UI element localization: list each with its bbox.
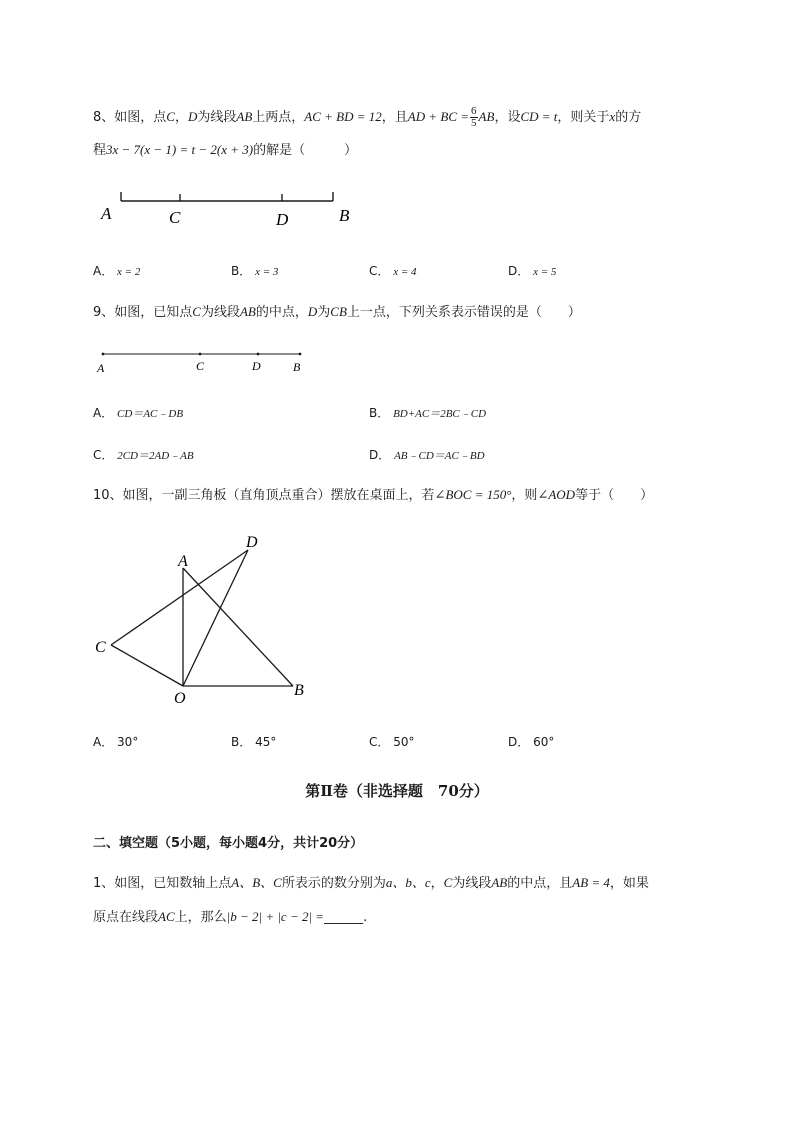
q10-option-a-letter: A． [93, 735, 114, 749]
q10-figure [90, 528, 330, 713]
q9-segment-cb: CB [330, 304, 347, 319]
q8-l2-t2: 的解是（ ） [253, 143, 358, 158]
q9-point-d: D [307, 304, 318, 319]
q8-point-c: C [166, 109, 175, 124]
q10-option-d-text: 60° [533, 735, 555, 749]
q10-option-d[interactable] [508, 733, 554, 751]
fill1-t2: 所表示的数分别为 [281, 876, 386, 891]
q10-t3: 等于（ ） [575, 488, 654, 503]
fill1-eq: AB = 4 [572, 875, 610, 890]
q8-t5: ，则关于 [557, 110, 610, 125]
q9-t1: 9、如图，已知点 [93, 305, 193, 320]
q9-label-a: A [97, 361, 105, 375]
q9-option-d-text: AB﹣CD＝AC﹣BD [394, 450, 485, 462]
q8-option-c[interactable] [369, 262, 417, 281]
q9-option-c-text: 2CD＝2AD﹣AB [117, 450, 194, 462]
q9-segment-ab: AB [239, 304, 256, 319]
q9-option-d-letter: D． [369, 448, 391, 462]
q9-option-a[interactable] [93, 404, 183, 423]
q10-option-c[interactable] [369, 733, 415, 751]
q10-option-b-letter: B． [231, 735, 252, 749]
q8-eq2a: AD + BC = [407, 109, 470, 124]
q10-option-a-text: 30° [117, 735, 139, 749]
q9-dot-d [257, 353, 260, 356]
q9-label-b: B [293, 360, 301, 374]
q9-t4: 为 [317, 305, 331, 320]
q8-option-c-letter: C． [369, 264, 390, 278]
q8-option-d[interactable] [508, 262, 556, 281]
fill1-answer-blank[interactable]: ______ [324, 910, 364, 925]
q8-equation: 3x − 7(x − 1) = t − 2(x + 3) [106, 142, 254, 157]
q10-line-co [111, 645, 183, 686]
q9-dot-c [199, 353, 202, 356]
q8-var-x: x [609, 109, 616, 124]
part2-title: 第Ⅱ卷（非选择题 70分） [305, 782, 489, 800]
q10-t1: 10、如图，一副三角板（直角顶点重合）摆放在桌面上，若 [93, 488, 435, 503]
q10-line-od [183, 550, 248, 686]
q8-option-b[interactable] [231, 262, 278, 281]
q10-label-b: B [294, 682, 304, 699]
fill1-t3: ， [430, 876, 444, 891]
q10-line-ab [183, 568, 293, 686]
q8-intro: 8、如图，点 [93, 110, 167, 125]
q9-point-c: C [192, 304, 201, 319]
q9-label-c: C [196, 359, 205, 373]
q10-option-c-text: 50° [393, 735, 415, 749]
q8-frac-den: 5 [471, 117, 477, 129]
q10-eq1: ∠BOC = 150° [434, 487, 512, 502]
fill1-l2-t2: 上，那么 [174, 910, 227, 925]
q8-eq1: AC + BD = 12 [304, 109, 382, 124]
q9-option-c-letter: C． [93, 448, 114, 462]
q8-option-a[interactable] [93, 262, 140, 281]
q9-option-c[interactable] [93, 446, 194, 465]
q9-option-b-text: BD+AC＝2BC﹣CD [393, 408, 487, 420]
q10-option-b-text: 45° [255, 735, 277, 749]
q8-label-d: D [276, 210, 289, 229]
fill1-values: a、b、c [385, 875, 431, 890]
q8-option-b-text: x = 3 [255, 266, 279, 278]
fill1-line2 [93, 907, 367, 928]
q8-frac-num: 6 [471, 105, 477, 117]
q9-option-b[interactable] [369, 404, 486, 423]
fill1-l2-t3: . [363, 910, 368, 925]
fill1-t4: 为线段 [452, 876, 492, 891]
q8-label-b: B [339, 206, 350, 225]
q8-fraction [470, 106, 478, 129]
q8-option-a-letter: A． [93, 264, 114, 278]
q9-dot-b [299, 353, 302, 356]
q8-line2 [93, 140, 357, 161]
section2-title: 二、填空题（5小题，每小题4分，共计20分） [93, 836, 364, 851]
q8-eq2b: AB [478, 109, 495, 124]
q8-label-a: A [101, 204, 112, 223]
q10-label-a: A [178, 553, 188, 570]
q8-t6: 的方 [615, 110, 642, 125]
q10-option-a[interactable] [93, 733, 138, 751]
q9-stem [93, 302, 581, 323]
q8-point-d: D [187, 109, 198, 124]
q8-option-d-letter: D． [508, 264, 530, 278]
q10-eq2: ∠AOD [537, 487, 576, 502]
q10-stem [93, 485, 653, 506]
q8-eq3: CD = t [520, 109, 558, 124]
q10-option-d-letter: D． [508, 735, 530, 749]
fill1-line1 [93, 873, 649, 894]
fill1-t5: 的中点，且 [507, 876, 573, 891]
q10-t2: ，则 [511, 488, 538, 503]
fill1-t6: ，如果 [609, 876, 649, 891]
q8-option-b-letter: B． [231, 264, 252, 278]
q8-option-a-text: x = 2 [117, 266, 141, 278]
q9-figure [95, 346, 315, 378]
fill1-abs-expression: |b − 2| + |c − 2| = [226, 909, 325, 924]
q8-segment-ab: AB [236, 109, 253, 124]
q9-option-b-letter: B． [369, 406, 390, 420]
q8-t1: 为线段 [197, 110, 237, 125]
q9-dot-a [102, 353, 105, 356]
q10-option-c-letter: C． [369, 735, 390, 749]
q8-option-c-text: x = 4 [393, 266, 417, 278]
q9-option-a-letter: A． [93, 406, 114, 420]
q9-t3: 的中点， [255, 305, 308, 320]
fill1-point-c: C [443, 875, 453, 890]
q10-label-o: O [174, 690, 186, 707]
q9-t2: 为线段 [200, 305, 240, 320]
fill1-t1: 1、如图，已知数轴上点 [93, 876, 232, 891]
q9-option-d[interactable] [369, 446, 485, 465]
q8-line1 [93, 106, 641, 129]
q8-figure [95, 185, 365, 235]
q10-label-c: C [95, 639, 106, 656]
q8-t4: ，设 [494, 110, 521, 125]
q8-sep: ， [174, 110, 188, 125]
q10-option-b[interactable] [231, 733, 276, 751]
q8-option-d-text: x = 5 [533, 266, 557, 278]
q8-label-c: C [169, 208, 181, 227]
q10-label-d: D [246, 534, 258, 551]
q9-t5: 上一点，下列关系表示错误的是（ ） [346, 305, 581, 320]
q8-t2: 上两点， [252, 110, 305, 125]
q8-t3: ，且 [381, 110, 408, 125]
q9-label-d: D [252, 359, 261, 373]
fill1-points: A、B、C [231, 875, 282, 890]
q8-l2-t1: 程 [93, 143, 107, 158]
q9-option-a-text: CD＝AC﹣DB [117, 408, 184, 420]
fill1-segment-ac: AC [158, 909, 175, 924]
fill1-segment-ab: AB [491, 875, 508, 890]
fill1-l2-t1: 原点在线段 [93, 910, 159, 925]
